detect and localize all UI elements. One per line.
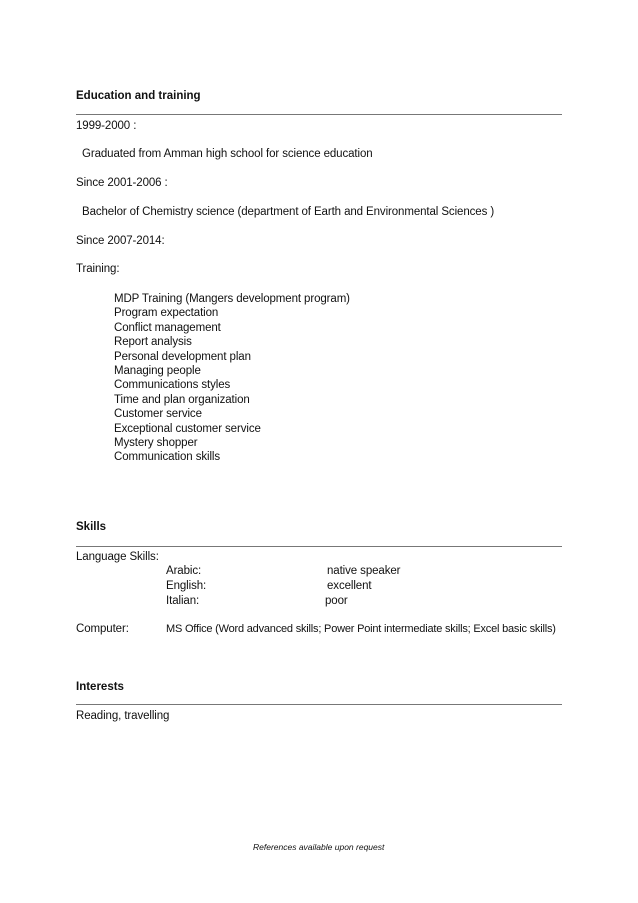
computer-label: Computer: [76,623,129,635]
training-item: Managing people [114,364,201,377]
language-skills-label: Language Skills: [76,551,159,563]
training-item: Communication skills [114,451,221,464]
references-note: References available upon request [253,842,385,852]
training-item: Exceptional customer service [114,422,261,435]
language-level-arabic: native speaker [327,565,401,577]
training-item: Personal development plan [114,350,251,363]
education-period-2: Since 2001-2006 : [76,177,168,189]
interests-value: Reading, travelling [76,710,170,722]
education-period-1: 1999-2000 : [76,120,137,132]
education-divider [76,114,562,115]
training-item: Time and plan organization [114,393,250,406]
skills-heading: Skills [76,521,107,533]
training-item: MDP Training (Mangers development program) [114,293,350,305]
interests-heading: Interests [76,681,124,693]
computer-skills-value: MS Office (Word advanced skills; Power Point intermediate skills; Excel basic skills) [166,623,556,635]
language-level-english: excellent [327,580,372,592]
training-item: Customer service [114,408,202,421]
training-item: Program expectation [114,307,219,320]
language-name-arabic: Arabic: [166,565,202,577]
education-detail-2: Bachelor of Chemistry science (department of Earth and Environmental Sciences ) [82,206,495,218]
language-name-italian: Italian: [166,595,200,607]
language-name-english: English: [166,580,207,592]
training-item: Conflict management [114,321,221,334]
language-level-italian: poor [325,595,348,607]
training-list [114,292,350,465]
training-item: Mystery shopper [114,436,198,449]
training-item: Report analysis [114,336,192,349]
education-period-3: Since 2007-2014: [76,235,165,247]
skills-divider [76,546,562,547]
education-detail-1: Graduated from Amman high school for science education [82,148,373,160]
education-heading: Education and training [76,90,201,102]
interests-divider [76,704,562,705]
training-item: Communications styles [114,379,231,392]
training-label: Training: [76,263,120,275]
